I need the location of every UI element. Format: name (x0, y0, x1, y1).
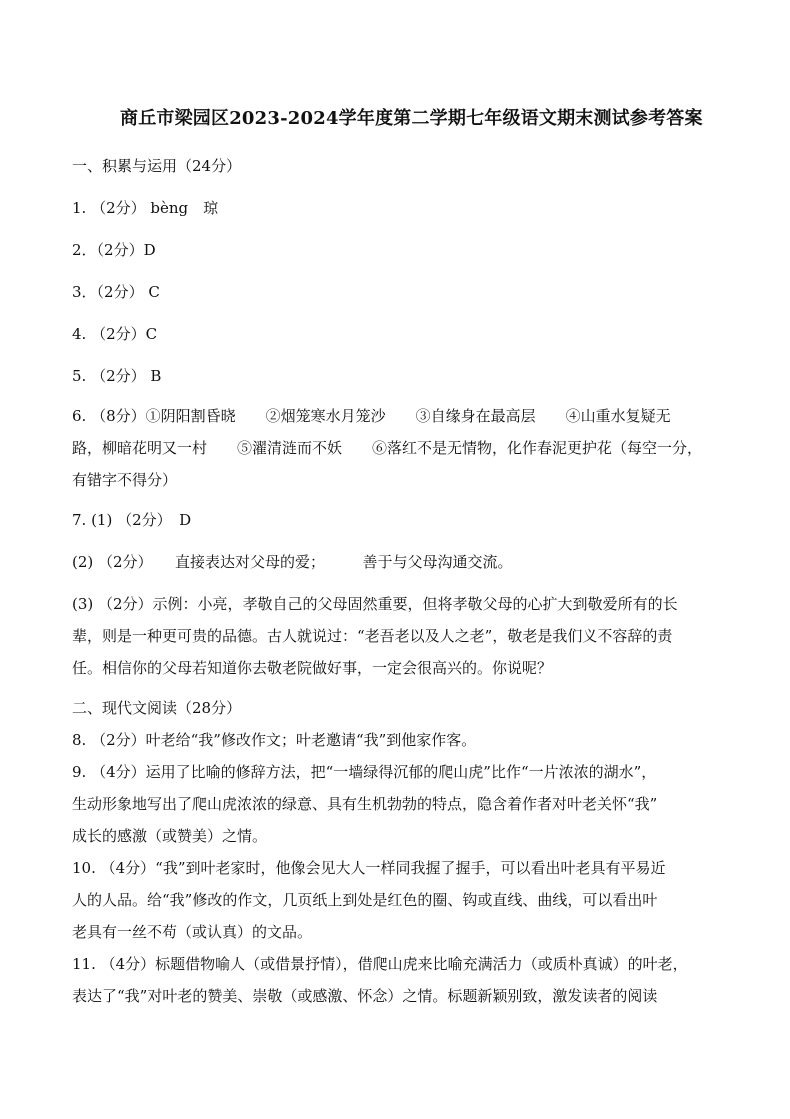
section-heading-2: 二、现代文阅读（28分） (72, 699, 242, 717)
answer-q10-line3: 老具有一丝不苟（或认真）的文品。 (72, 923, 313, 941)
answer-q9-line2: 生动形象地写出了爬山虎浓浓的绿意、具有生机勃勃的特点，隐含着作者对叶老关怀“我” (72, 795, 658, 813)
answer-q9-line1: 9. （4分）运用了比喻的修辞方法，把“一墙绿得沉郁的爬山虎”比作“一片浓浓的湖水”， (72, 763, 657, 781)
answer-q6-line1: 6. （8分）①阴阳割昏晓 ②烟笼寒水月笼沙 ③自缘身在最高层 ④山重水复疑无 (72, 407, 671, 425)
answer-q2: 2．（2分）D (72, 241, 156, 259)
section-heading-1: 一、积累与运用（24分） (72, 157, 242, 175)
answer-q7-part1: 7. (1) （2分） D (72, 511, 192, 529)
answer-q11-line1: 11. （4分）标题借物喻人（或借景抒情），借爬山虎来比喻充满活力（或质朴真诚）的叶老， (72, 955, 688, 973)
answer-q6-line2: 路，柳暗花明又一村 ⑤濯清涟而不妖 ⑥落红不是无情物，化作春泥更护花（每空一分， (72, 439, 703, 457)
answer-q10-line2: 人的人品。给“我”修改的作文，几页纸上到处是红色的圈、钩或直线、曲线，可以看出叶 (72, 891, 658, 909)
answer-q11-line2: 表达了“我”对叶老的赞美、崇敬（或感激、怀念）之情。标题新颖别致，激发读者的阅读 (72, 987, 658, 1005)
answer-q5: 5. （2分） B (72, 367, 162, 385)
answer-q1: 1. （2分） bèng 琼 (72, 199, 219, 217)
answer-q7-part3-line3: 任。相信你的父母若知道你去敬老院做好事，一定会很高兴的。你说呢？ (72, 659, 553, 677)
answer-q7-part2: (2) （2分） 直接表达对父母的爱； 善于与父母沟通交流。 (72, 553, 513, 571)
answer-q8: 8. （2分）叶老给“我”修改作文；叶老邀请“我”到他家作客。 (72, 731, 477, 749)
answer-q9-line3: 成长的感激（或赞美）之情。 (72, 827, 268, 845)
answer-q7-part3-line2: 辈，则是一种更可贵的品德。古人就说过：“老吾老以及人之老”，敬老是我们义不容辞的责 (72, 627, 673, 645)
document-title: 商丘市梁园区2023-2024学年度第二学期七年级语文期末测试参考答案 (120, 108, 703, 129)
answer-q10-line1: 10. （4分）“我”到叶老家时，他像会见大人一样同我握了握手，可以看出叶老具有平易近 (72, 859, 666, 877)
answer-q7-part3-line1: (3) （2分）示例：小亮，孝敬自己的父母固然重要，但将孝敬父母的心扩大到敬爱所有的长 (72, 595, 678, 613)
answer-q4: 4. （2分）C (72, 325, 158, 343)
answer-q6-line3: 有错字不得分） (72, 471, 178, 489)
answer-q3: 3．（2分） C (72, 283, 160, 301)
